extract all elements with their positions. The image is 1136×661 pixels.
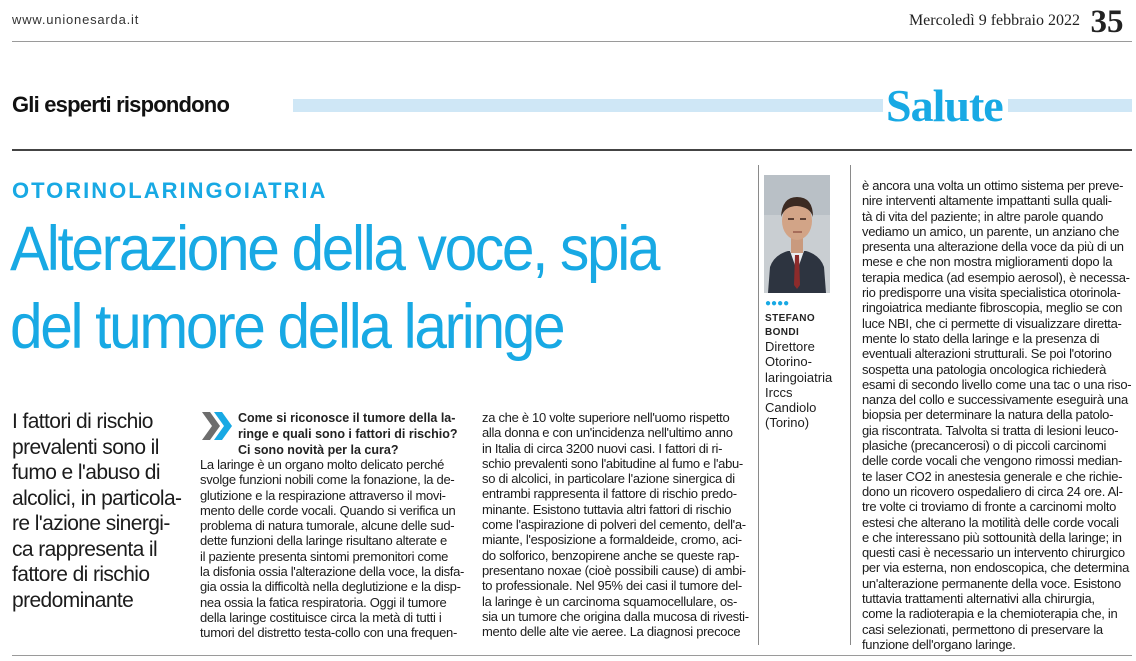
question-line: Come si riconosce il tumore della la-	[238, 411, 456, 425]
body-line: tumori del distretto testa-collo con una frequen-	[200, 625, 457, 641]
body-line: è ancora una volta un ottimo sistema per preve-	[862, 178, 1124, 193]
role-line: laringoiatria	[765, 369, 833, 385]
body-line: dette funzioni della laringe risultano alterate e	[200, 533, 447, 549]
body-line: estesi che alterano la motilità delle corde vocali	[862, 514, 1119, 530]
body-line: come la radioterapia e la chemioterapia che, in	[862, 606, 1118, 622]
body-line: minante. Esistono tuttavia altri fattori di rischio	[482, 501, 732, 517]
role-line: Candiolo	[765, 400, 817, 416]
body-line: tuttavia trattamenti alternativi alla chirurgia,	[862, 591, 1095, 607]
body-line: ringoiatrica mediante fibroscopia, meglio se con	[862, 300, 1123, 316]
body-line: presenta una alterazione della voce da più di un	[862, 239, 1124, 255]
body-line: sia un tumore che origina dalla mucosa di rivesti-	[482, 608, 749, 624]
body-line: come l'aspirazione di polveri del cemento, dell'a-	[482, 517, 746, 533]
lead-line: prevalenti sono il	[12, 435, 159, 459]
body-line: mente lo stato della laringe e la presenza di	[862, 330, 1100, 346]
body-line: miante, l'esposizione a formaldeide, cromo, aci-	[482, 532, 742, 548]
body-line: mento delle alte vie aeree. La diagnosi precoce	[482, 624, 741, 640]
author-name	[765, 312, 815, 340]
role-line: Direttore	[765, 339, 815, 354]
body-line: nanza del collo e successivamente eseguirà una	[862, 392, 1128, 408]
body-line: vediamo un amico, un parente, un anziano che	[862, 223, 1120, 239]
body-line: presentano noxae (cioè possibili cause) di ambi-	[482, 562, 746, 578]
lead-line: fattore di rischio	[12, 563, 150, 586]
body-line: questi casi è necessario un intervento chirurgico	[862, 545, 1125, 561]
body-line: schio prevalenti sono l'abitudine al fumo e l'abu-	[482, 455, 743, 471]
section-title: Salute	[886, 80, 1003, 131]
role-line: Irccs	[765, 384, 793, 400]
body-line: delle corde vocali che vengono rimossi median-	[862, 453, 1123, 469]
site-url: www.unionesarda.it	[12, 12, 140, 27]
body-line: della laringe costituisce circa la metà di tutti i	[200, 609, 442, 625]
rubric-bar-right	[1008, 99, 1132, 112]
body-line: nire interventi altamente impattanti sulla quali-	[862, 193, 1112, 209]
author-photo	[764, 175, 830, 293]
lead-line: re l'azione sinergi-	[12, 512, 170, 535]
body-line: la laringe è un carcinoma squamocellulare, os-	[482, 593, 738, 609]
body-line: casi selezionati, permettono di preservare la	[862, 621, 1103, 637]
reader-question	[238, 410, 468, 458]
body-line: za che è 10 volte superiore nell'uomo rispetto	[482, 410, 730, 425]
body-line: esami di secondo livello come una tac o una riso-	[862, 376, 1132, 392]
body-line: tà di vita del paziente; in altre parole quando	[862, 208, 1104, 224]
author-portrait-image	[764, 175, 830, 293]
role-line: Otorino-	[765, 354, 812, 370]
body-line: glutizione e la respirazione attraverso il movi-	[200, 487, 446, 503]
article-kicker: OTORINOLARINGOIATRIA	[12, 178, 328, 203]
body-line: terapia medica (ad esempio aerosol), è necessa-	[862, 269, 1130, 285]
footer-rule	[12, 655, 1132, 656]
body-line: so di alcolici, in particolare l'azione sinergica di	[482, 471, 735, 487]
body-line: il paziente presenta sintomi premonitori come	[200, 548, 449, 564]
issue-date: Mercoledì 9 febbraio 2022	[908, 12, 1080, 29]
body-line: svolge funzioni nobili come la fonazione, la de-	[200, 472, 455, 488]
double-chevron-icon	[200, 410, 232, 442]
body-line: per via esterna, non endoscopica, che determina	[862, 560, 1130, 576]
body-line: gia ossia la difficoltà nella deglutizione e la disp-	[200, 579, 461, 595]
body-line: plasiche (precancerosi) o di piccoli carcinomi	[862, 438, 1107, 454]
body-line: sospetta una patologia oncologica richiederà	[862, 361, 1107, 377]
header-rule	[12, 41, 1132, 42]
lead-line: fumo e l'abuso di	[12, 461, 160, 484]
author-role	[765, 339, 832, 431]
body-line: entrambi rappresenta il fattore di rischio predo-	[482, 486, 737, 502]
body-line: to professionale. Nel 95% dei casi il tumore del-	[482, 578, 742, 594]
role-line: (Torino)	[765, 415, 810, 431]
section-rule	[12, 149, 1132, 151]
question-line: ringe e quali sono i fattori di rischio?	[238, 427, 458, 441]
lead-line: ca rappresenta il	[12, 537, 158, 561]
author-name-line: BONDI	[765, 327, 800, 338]
body-line: nea ossia la fatica respiratoria. Oggi il tumore	[200, 594, 447, 610]
body-line: rio predisporre una visita specialistica otorinola-	[862, 285, 1121, 301]
body-line: luce NBI, che ci permette di visualizzare diretta-	[862, 315, 1122, 331]
article-headline	[10, 210, 698, 366]
body-column-1	[200, 457, 470, 641]
body-line: la disfonia ossia l'alterazione della voce, la disfa-	[200, 564, 465, 580]
body-line: tre volte ci troviamo di fronte a carcinomi molto	[862, 499, 1117, 515]
body-line: problema di natura tumorale, alcune delle sud-	[200, 518, 455, 534]
body-column-4	[862, 178, 1132, 652]
author-dots: ●●●●	[765, 298, 790, 309]
rubric-label: Gli esperti rispondono	[12, 92, 230, 117]
lead-line: predominante	[12, 588, 134, 612]
lead-line: I fattori di rischio	[12, 410, 153, 433]
lead-line: alcolici, in particola-	[12, 486, 182, 510]
headline-line: Alterazione della voce, spia	[10, 214, 659, 284]
body-line: do solforico, benzopirene anche se queste rap-	[482, 547, 740, 563]
rubric-bar	[293, 99, 883, 112]
article-lead	[12, 409, 192, 613]
column-divider	[850, 165, 851, 645]
author-name-line: STEFANO	[765, 313, 816, 324]
question-line: Ci sono novità per la cura?	[238, 443, 399, 457]
body-line: biopsia per determinare la natura della patolo-	[862, 407, 1114, 423]
body-line: mese e che non mostra miglioramenti dopo la	[862, 254, 1113, 270]
body-column-2	[482, 410, 752, 639]
body-line: te laser CO2 in anestesia generale e che richie-	[862, 468, 1123, 484]
body-line: La laringe è un organo molto delicato perché	[200, 457, 445, 472]
column-divider	[758, 165, 759, 645]
page-number: 35	[1090, 4, 1124, 40]
body-line: gia riscontrata. Talvolta si tratta di lesioni leuco-	[862, 422, 1119, 438]
body-line: eventuali alterazioni strutturali. Se poi l'otorino	[862, 346, 1112, 362]
body-line: alla donna e con un'incidenza nell'ultimo anno	[482, 425, 733, 441]
body-line: funzione dell'organo laringe.	[862, 636, 1016, 652]
headline-line: del tumore della laringe	[10, 292, 564, 362]
body-line: e che interessano più sottounità della laringe; in	[862, 529, 1122, 545]
body-line: dono un ricovero ospedaliero di circa 24 ore. Al-	[862, 483, 1123, 499]
body-line: mento delle corde vocali. Quando si verifica un	[200, 502, 456, 518]
body-line: un'alterazione permanente della voce. Esistono	[862, 575, 1121, 591]
body-line: in Italia di circa 3200 nuovi casi. I fattori di ri-	[482, 440, 723, 456]
